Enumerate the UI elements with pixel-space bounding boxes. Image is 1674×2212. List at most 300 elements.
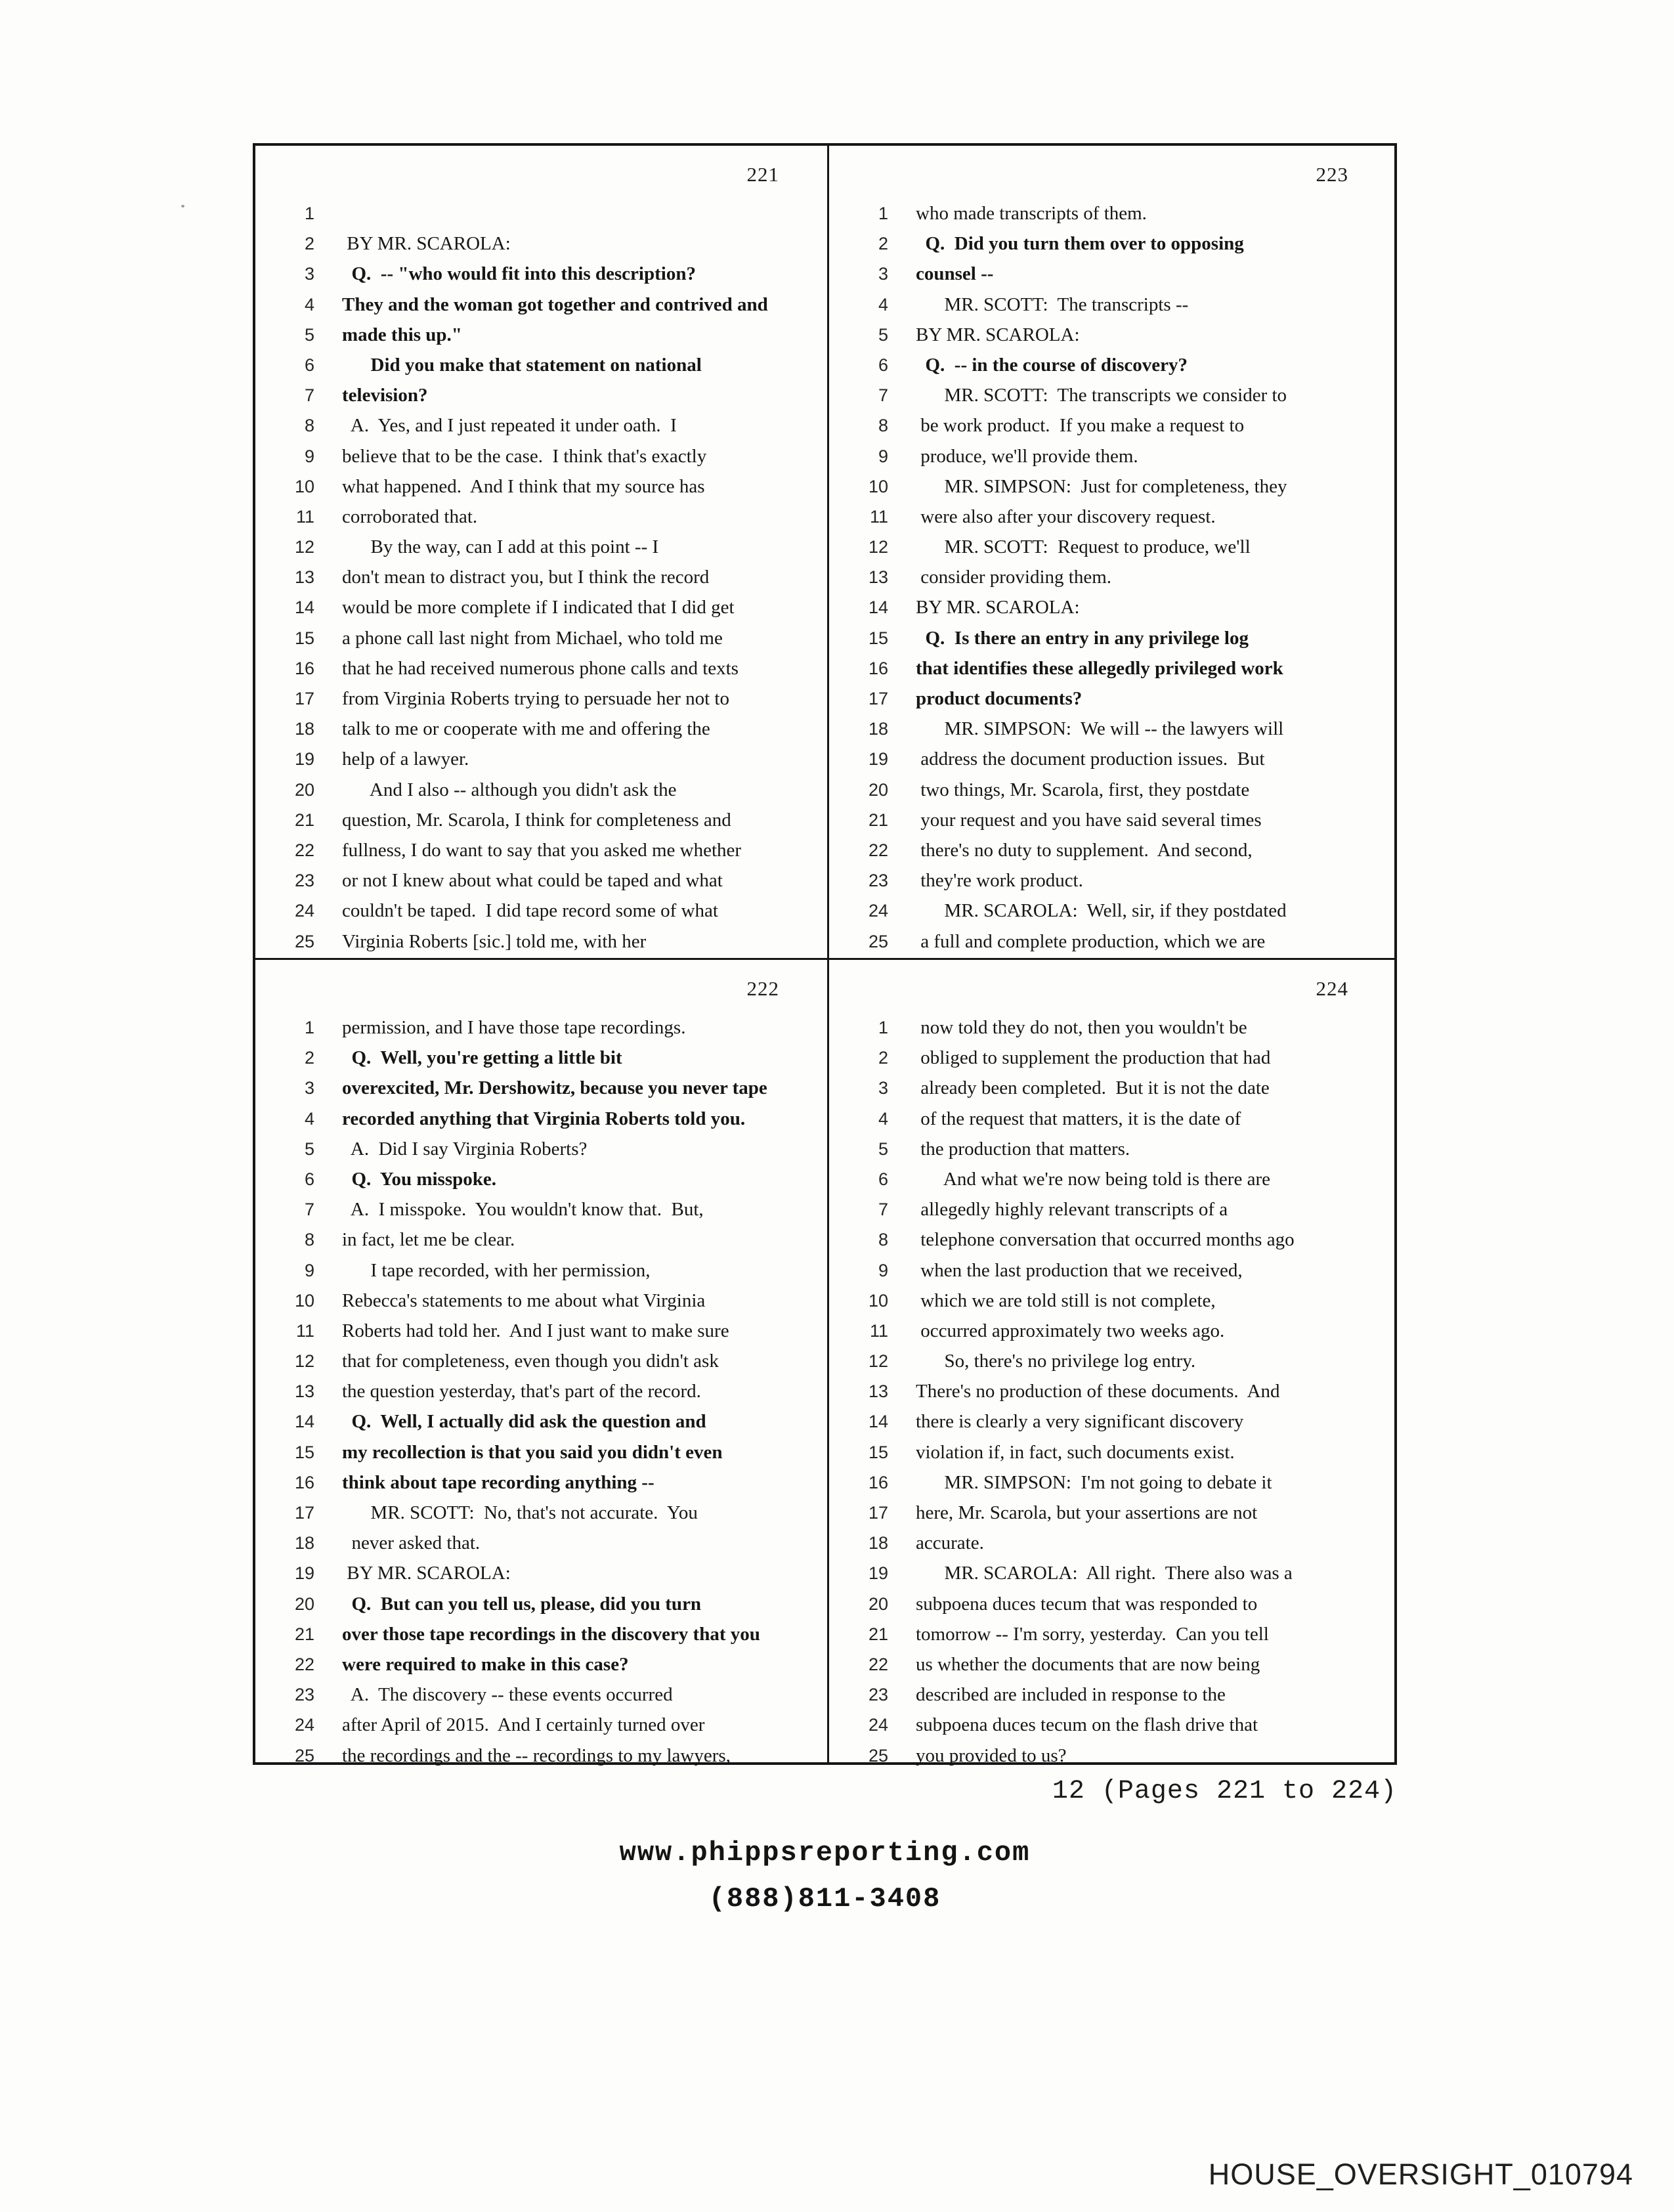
transcript-line xyxy=(255,1741,825,1771)
transcript-line xyxy=(255,320,825,350)
line-number: 25 xyxy=(294,931,314,951)
line-number: 6 xyxy=(878,355,888,375)
line-text: MR. SCOTT: The transcripts we consider to xyxy=(916,385,1287,406)
transcript-line xyxy=(829,1467,1394,1498)
line-text: made this up." xyxy=(342,324,462,345)
line-number: 14 xyxy=(868,1412,888,1432)
line-number: 15 xyxy=(868,1442,888,1462)
line-number: 23 xyxy=(294,871,314,891)
line-text: MR. SCAROLA: All right. There also was a xyxy=(916,1563,1293,1584)
page-lines xyxy=(255,198,825,957)
line-text: counsel -- xyxy=(916,263,994,285)
line-number: 8 xyxy=(304,416,314,436)
line-number: 23 xyxy=(868,1685,888,1705)
transcript-line xyxy=(829,1437,1394,1467)
line-number: 10 xyxy=(868,1290,888,1311)
line-text: which we are told still is not complete, xyxy=(916,1290,1216,1311)
transcript-page-224 xyxy=(829,960,1394,1766)
transcript-line xyxy=(829,592,1394,622)
transcript-line xyxy=(829,926,1394,957)
line-number: 14 xyxy=(294,1412,314,1432)
transcript-line xyxy=(255,653,825,683)
transcript-line xyxy=(829,1528,1394,1558)
line-number: 4 xyxy=(304,1108,314,1129)
line-number: 2 xyxy=(304,234,314,254)
transcript-line xyxy=(255,1558,825,1588)
transcript-line xyxy=(829,805,1394,835)
line-number: 20 xyxy=(294,779,314,800)
line-text: never asked that. xyxy=(342,1532,481,1554)
transcript-line xyxy=(255,228,825,259)
line-text: By the way, can I add at this point -- I xyxy=(342,536,659,558)
line-number: 9 xyxy=(304,1260,314,1280)
line-text: a full and complete production, which we are xyxy=(916,930,1266,952)
transcript-line xyxy=(255,1346,825,1376)
transcript-line xyxy=(829,896,1394,926)
page-lines xyxy=(829,198,1394,957)
line-number: 18 xyxy=(294,1533,314,1553)
line-number: 13 xyxy=(294,1381,314,1402)
transcript-line xyxy=(255,683,825,714)
transcript-line xyxy=(829,410,1394,441)
line-text: BY MR. SCAROLA: xyxy=(342,233,511,255)
line-text: MR. SIMPSON: I'm not going to debate it xyxy=(916,1471,1272,1493)
line-text: And what we're now being told is there are xyxy=(916,1168,1270,1190)
transcript-line xyxy=(255,1012,825,1043)
line-number: 17 xyxy=(868,1503,888,1523)
transcript-line xyxy=(829,1649,1394,1680)
line-number: 1 xyxy=(304,1018,314,1037)
transcript-line xyxy=(829,562,1394,592)
line-number: 25 xyxy=(294,1745,314,1766)
line-number: 19 xyxy=(868,1563,888,1584)
line-text: that for completeness, even though you didn't ask xyxy=(342,1351,719,1372)
line-text xyxy=(314,198,342,228)
transcript-line xyxy=(255,471,825,502)
transcript-line xyxy=(255,1619,825,1649)
line-text: overexcited, Mr. Dershowitz, because you never tape xyxy=(342,1077,767,1099)
line-text: question, Mr. Scarola, I think for completeness and xyxy=(342,809,731,831)
transcript-line xyxy=(829,1104,1394,1134)
line-text: there's no duty to supplement. And second, xyxy=(916,839,1253,861)
transcript-line xyxy=(255,502,825,532)
line-number: 1 xyxy=(878,1018,888,1037)
transcript-line xyxy=(255,1194,825,1225)
line-text: television? xyxy=(342,385,428,406)
footer-page-range: 12 (Pages 221 to 224) xyxy=(1052,1777,1397,1806)
line-number: 7 xyxy=(878,385,888,406)
transcript-line xyxy=(829,1164,1394,1194)
transcript-line xyxy=(255,1255,825,1286)
line-number: 9 xyxy=(878,1260,888,1280)
line-number: 19 xyxy=(868,749,888,770)
line-number: 7 xyxy=(304,385,314,406)
page-lines xyxy=(829,1012,1394,1771)
transcript-line xyxy=(829,1346,1394,1376)
footer-website: www.phippsreporting.com xyxy=(619,1837,1031,1869)
line-text: violation if, in fact, such documents exist. xyxy=(916,1441,1235,1463)
transcript-line xyxy=(829,532,1394,562)
transcript-line xyxy=(829,1073,1394,1103)
line-number: 21 xyxy=(868,810,888,830)
line-number: 17 xyxy=(294,689,314,708)
transcript-line xyxy=(829,1406,1394,1437)
line-number: 14 xyxy=(868,597,888,618)
transcript-line xyxy=(829,380,1394,410)
line-number: 12 xyxy=(868,537,888,557)
line-text: were required to make in this case? xyxy=(342,1653,629,1675)
line-text: would be more complete if I indicated that I did get xyxy=(342,597,735,618)
transcript-line xyxy=(829,1376,1394,1406)
transcript-line xyxy=(829,441,1394,471)
line-number: 10 xyxy=(294,1290,314,1311)
line-number: 25 xyxy=(868,931,888,951)
line-number: 11 xyxy=(869,1320,888,1341)
line-text: subpoena duces tecum on the flash drive that xyxy=(916,1714,1258,1736)
line-number: 13 xyxy=(294,567,314,588)
transcript-line xyxy=(829,471,1394,502)
transcript-line xyxy=(829,623,1394,653)
line-number: 1 xyxy=(304,204,314,223)
line-number: 25 xyxy=(868,1745,888,1766)
line-number: 16 xyxy=(294,658,314,678)
line-number: 19 xyxy=(294,749,314,770)
line-text: Q. -- "who would fit into this description? xyxy=(342,263,696,285)
transcript-line xyxy=(829,1316,1394,1346)
line-number: 12 xyxy=(294,537,314,557)
line-text: the question yesterday, that's part of the record. xyxy=(342,1381,701,1402)
line-text: don't mean to distract you, but I think the record xyxy=(342,567,710,588)
transcript-line xyxy=(829,1225,1394,1255)
line-text: corroborated that. xyxy=(342,506,478,527)
transcript-line xyxy=(255,1406,825,1437)
line-text: Virginia Roberts [sic.] told me, with her xyxy=(342,930,647,952)
transcript-line xyxy=(829,653,1394,683)
line-number: 24 xyxy=(294,901,314,921)
line-text: in fact, let me be clear. xyxy=(342,1229,515,1251)
line-text: what happened. And I think that my source has xyxy=(342,475,705,497)
line-number: 11 xyxy=(869,506,888,527)
transcript-line xyxy=(829,320,1394,350)
line-text: Q. Did you turn them over to opposing xyxy=(916,233,1244,255)
scan-speck xyxy=(181,205,184,207)
transcript-page-223 xyxy=(829,146,1394,958)
line-number: 23 xyxy=(868,871,888,891)
line-number: 22 xyxy=(868,1654,888,1674)
line-text: help of a lawyer. xyxy=(342,748,469,770)
transcript-line xyxy=(829,1043,1394,1073)
line-number: 21 xyxy=(868,1624,888,1644)
line-number: 3 xyxy=(878,264,888,284)
line-text: occurred approximately two weeks ago. xyxy=(916,1320,1225,1341)
line-text: think about tape recording anything -- xyxy=(342,1471,655,1493)
transcript-line xyxy=(255,1073,825,1103)
line-number: 19 xyxy=(294,1563,314,1584)
line-number: 7 xyxy=(878,1200,888,1220)
line-text: produce, we'll provide them. xyxy=(916,445,1138,467)
line-number: 4 xyxy=(304,294,314,314)
line-text: MR. SCOTT: The transcripts -- xyxy=(916,293,1189,315)
transcript-line xyxy=(255,926,825,957)
line-text: when the last production that we received, xyxy=(916,1259,1243,1281)
transcript-line xyxy=(829,714,1394,744)
line-text: subpoena duces tecum that was responded to xyxy=(916,1593,1258,1615)
line-text: Roberts had told her. And I just want to make sure xyxy=(342,1320,729,1341)
transcript-line xyxy=(829,683,1394,714)
page-number: 222 xyxy=(746,977,779,1000)
line-text: A. I misspoke. You wouldn't know that. But, xyxy=(342,1199,704,1221)
line-number: 16 xyxy=(868,658,888,678)
transcript-line xyxy=(255,592,825,622)
line-text: over those tape recordings in the discovery that you xyxy=(342,1623,760,1645)
transcript-line xyxy=(255,1286,825,1316)
line-text: MR. SIMPSON: We will -- the lawyers will xyxy=(916,718,1284,740)
line-number: 9 xyxy=(304,446,314,466)
line-text: A. The discovery -- these events occurred xyxy=(342,1684,673,1706)
transcript-line xyxy=(255,1437,825,1467)
line-text: fullness, I do want to say that you asked me whether xyxy=(342,839,742,861)
line-text: a phone call last night from Michael, who told me xyxy=(342,627,723,649)
line-number: 12 xyxy=(868,1351,888,1372)
document-id-stamp: HOUSE_OVERSIGHT_010794 xyxy=(1208,2158,1633,2191)
transcript-line xyxy=(255,1134,825,1164)
transcript-line xyxy=(829,228,1394,259)
line-number: 18 xyxy=(868,1533,888,1553)
line-number: 5 xyxy=(304,324,314,345)
transcript-line xyxy=(255,441,825,471)
line-text: I tape recorded, with her permission, xyxy=(342,1259,651,1281)
transcript-line xyxy=(829,1286,1394,1316)
transcript-page-222 xyxy=(255,960,825,1766)
line-text: the recordings and the -- recordings to my lawyers, xyxy=(342,1745,731,1766)
line-number: 20 xyxy=(868,779,888,800)
page-number: 224 xyxy=(1316,977,1348,1000)
transcript-line xyxy=(255,744,825,774)
transcript-line xyxy=(255,1498,825,1528)
line-number: 24 xyxy=(868,1715,888,1735)
transcript-line xyxy=(255,1104,825,1134)
line-number: 22 xyxy=(868,840,888,860)
transcript-line xyxy=(255,1164,825,1194)
page-number: 221 xyxy=(746,163,779,186)
transcript-line xyxy=(255,1649,825,1680)
transcript-line xyxy=(255,410,825,441)
transcript-line xyxy=(829,350,1394,380)
line-number: 11 xyxy=(295,1320,314,1341)
line-number: 22 xyxy=(294,840,314,860)
line-text: BY MR. SCAROLA: xyxy=(342,1563,511,1584)
line-text: from Virginia Roberts trying to persuade her not to xyxy=(342,688,729,709)
line-number: 8 xyxy=(304,1230,314,1250)
line-text: address the document production issues. But xyxy=(916,748,1265,770)
line-text: product documents? xyxy=(916,688,1083,709)
transcript-line xyxy=(829,1619,1394,1649)
line-number: 15 xyxy=(294,628,314,648)
line-text: A. Yes, and I just repeated it under oath. I xyxy=(342,415,677,437)
line-number: 11 xyxy=(295,506,314,527)
line-text: BY MR. SCAROLA: xyxy=(916,597,1080,618)
line-number: 4 xyxy=(878,1108,888,1129)
transcript-line xyxy=(255,562,825,592)
transcript-line xyxy=(829,259,1394,289)
line-text: already been completed. But it is not the date xyxy=(916,1077,1270,1099)
transcript-line xyxy=(255,775,825,805)
line-text: there is clearly a very significant discovery xyxy=(916,1411,1244,1433)
line-text: Did you make that statement on national xyxy=(342,354,702,376)
line-text: Q. Is there an entry in any privilege log xyxy=(916,627,1249,649)
line-text: permission, and I have those tape recordings. xyxy=(342,1017,686,1038)
line-text: Q. But can you tell us, please, did you turn xyxy=(342,1593,702,1615)
line-number: 5 xyxy=(304,1139,314,1159)
transcript-line xyxy=(255,290,825,320)
line-number: 3 xyxy=(878,1078,888,1098)
footer-phone: (888)811-3408 xyxy=(708,1883,941,1915)
line-number: 24 xyxy=(294,1715,314,1735)
line-number: 6 xyxy=(304,355,314,375)
transcript-line xyxy=(255,259,825,289)
line-number: 1 xyxy=(878,204,888,223)
transcript-line xyxy=(255,1528,825,1558)
transcript-line xyxy=(255,805,825,835)
line-text: Q. You misspoke. xyxy=(342,1168,497,1190)
line-number: 21 xyxy=(294,1624,314,1644)
transcript-line xyxy=(255,1710,825,1740)
line-text: MR. SCOTT: Request to produce, we'll xyxy=(916,536,1251,558)
line-text: BY MR. SCAROLA: xyxy=(916,324,1080,345)
line-text: they're work product. xyxy=(916,870,1083,892)
transcript-line xyxy=(255,1680,825,1710)
line-number: 8 xyxy=(878,416,888,436)
line-text: recorded anything that Virginia Roberts told you. xyxy=(342,1108,746,1129)
line-text: or not I knew about what could be taped and what xyxy=(342,870,723,892)
line-text: after April of 2015. And I certainly turned over xyxy=(342,1714,705,1736)
line-text: Q. Well, I actually did ask the question and xyxy=(342,1411,706,1433)
transcript-line xyxy=(829,1589,1394,1619)
line-text: They and the woman got together and contrived and xyxy=(342,293,768,315)
line-number: 15 xyxy=(868,628,888,648)
line-number: 24 xyxy=(868,901,888,921)
line-text: telephone conversation that occurred months ago xyxy=(916,1229,1295,1251)
transcript-line xyxy=(829,290,1394,320)
transcript-line xyxy=(255,532,825,562)
line-number: 20 xyxy=(294,1594,314,1614)
line-text: that identifies these allegedly privileged work xyxy=(916,657,1283,679)
transcript-line xyxy=(255,896,825,926)
transcript-line xyxy=(255,380,825,410)
line-number: 3 xyxy=(304,264,314,284)
line-number: 5 xyxy=(878,324,888,345)
transcript-line xyxy=(829,198,1394,228)
line-number: 16 xyxy=(294,1472,314,1492)
line-text: your request and you have said several times xyxy=(916,809,1262,831)
transcript-line xyxy=(829,1255,1394,1286)
line-number: 10 xyxy=(294,476,314,496)
transcript-line xyxy=(829,835,1394,865)
line-number: 12 xyxy=(294,1351,314,1372)
line-text: consider providing them. xyxy=(916,567,1112,588)
line-text: And I also -- although you didn't ask the xyxy=(342,779,677,800)
transcript-line xyxy=(255,1589,825,1619)
line-text: that he had received numerous phone calls and texts xyxy=(342,657,739,679)
line-text: my recollection is that you said you didn't even xyxy=(342,1441,723,1463)
transcript-line xyxy=(829,1194,1394,1225)
transcript-line xyxy=(829,1012,1394,1043)
line-text: So, there's no privilege log entry. xyxy=(916,1351,1196,1372)
line-number: 14 xyxy=(294,597,314,618)
transcript-line xyxy=(255,198,825,228)
line-number: 13 xyxy=(868,567,888,588)
transcript-line xyxy=(829,865,1394,896)
line-text: be work product. If you make a request to xyxy=(916,415,1245,437)
transcript-line xyxy=(255,350,825,380)
line-number: 2 xyxy=(304,1048,314,1068)
line-number: 10 xyxy=(868,476,888,496)
line-text: Q. Well, you're getting a little bit xyxy=(342,1047,622,1069)
line-text: here, Mr. Scarola, but your assertions are not xyxy=(916,1502,1258,1523)
line-text: of the request that matters, it is the date of xyxy=(916,1108,1241,1129)
line-text: There's no production of these documents. And xyxy=(916,1381,1280,1402)
line-text: obliged to supplement the production that had xyxy=(916,1047,1271,1069)
transcript-line xyxy=(255,835,825,865)
transcript-line xyxy=(829,1710,1394,1740)
transcript-frame xyxy=(253,143,1397,1765)
line-text: two things, Mr. Scarola, first, they postdate xyxy=(916,779,1250,800)
line-number: 18 xyxy=(868,719,888,739)
line-text: now told they do not, then you wouldn't be xyxy=(916,1017,1247,1038)
transcript-line xyxy=(829,1498,1394,1528)
line-text: allegedly highly relevant transcripts of a xyxy=(916,1199,1228,1221)
line-number: 2 xyxy=(878,234,888,254)
line-number: 6 xyxy=(304,1169,314,1189)
line-text: Rebecca's statements to me about what Virginia xyxy=(342,1290,706,1311)
line-number: 3 xyxy=(304,1078,314,1098)
line-text: Q. -- in the course of discovery? xyxy=(916,354,1188,376)
line-text: A. Did I say Virginia Roberts? xyxy=(342,1138,588,1160)
line-number: 20 xyxy=(868,1594,888,1614)
transcript-line xyxy=(829,502,1394,532)
transcript-line xyxy=(255,865,825,896)
line-number: 5 xyxy=(878,1139,888,1159)
transcript-line xyxy=(255,1376,825,1406)
transcript-page-221 xyxy=(255,146,825,958)
line-number: 4 xyxy=(878,294,888,314)
line-text: the production that matters. xyxy=(916,1138,1130,1160)
line-text: who made transcripts of them. xyxy=(916,203,1147,224)
line-number: 7 xyxy=(304,1200,314,1220)
line-text: couldn't be taped. I did tape record some of what xyxy=(342,900,718,922)
line-text: accurate. xyxy=(916,1532,984,1554)
transcript-line xyxy=(255,714,825,744)
line-number: 17 xyxy=(868,689,888,708)
transcript-line xyxy=(255,1467,825,1498)
line-text: you provided to us? xyxy=(916,1745,1067,1766)
line-number: 18 xyxy=(294,719,314,739)
line-number: 23 xyxy=(294,1685,314,1705)
line-text: MR. SCOTT: No, that's not accurate. You xyxy=(342,1502,698,1523)
line-number: 16 xyxy=(868,1472,888,1492)
line-text: MR. SIMPSON: Just for completeness, they xyxy=(916,475,1287,497)
transcript-line xyxy=(829,1741,1394,1771)
line-text: described are included in response to the xyxy=(916,1684,1226,1706)
line-text: us whether the documents that are now being xyxy=(916,1653,1260,1675)
line-number: 22 xyxy=(294,1654,314,1674)
line-text: were also after your discovery request. xyxy=(916,506,1216,527)
line-text: MR. SCAROLA: Well, sir, if they postdated xyxy=(916,900,1287,922)
line-number: 21 xyxy=(294,810,314,830)
transcript-line xyxy=(255,1043,825,1073)
line-text: talk to me or cooperate with me and offering the xyxy=(342,718,710,740)
line-number: 13 xyxy=(868,1381,888,1402)
